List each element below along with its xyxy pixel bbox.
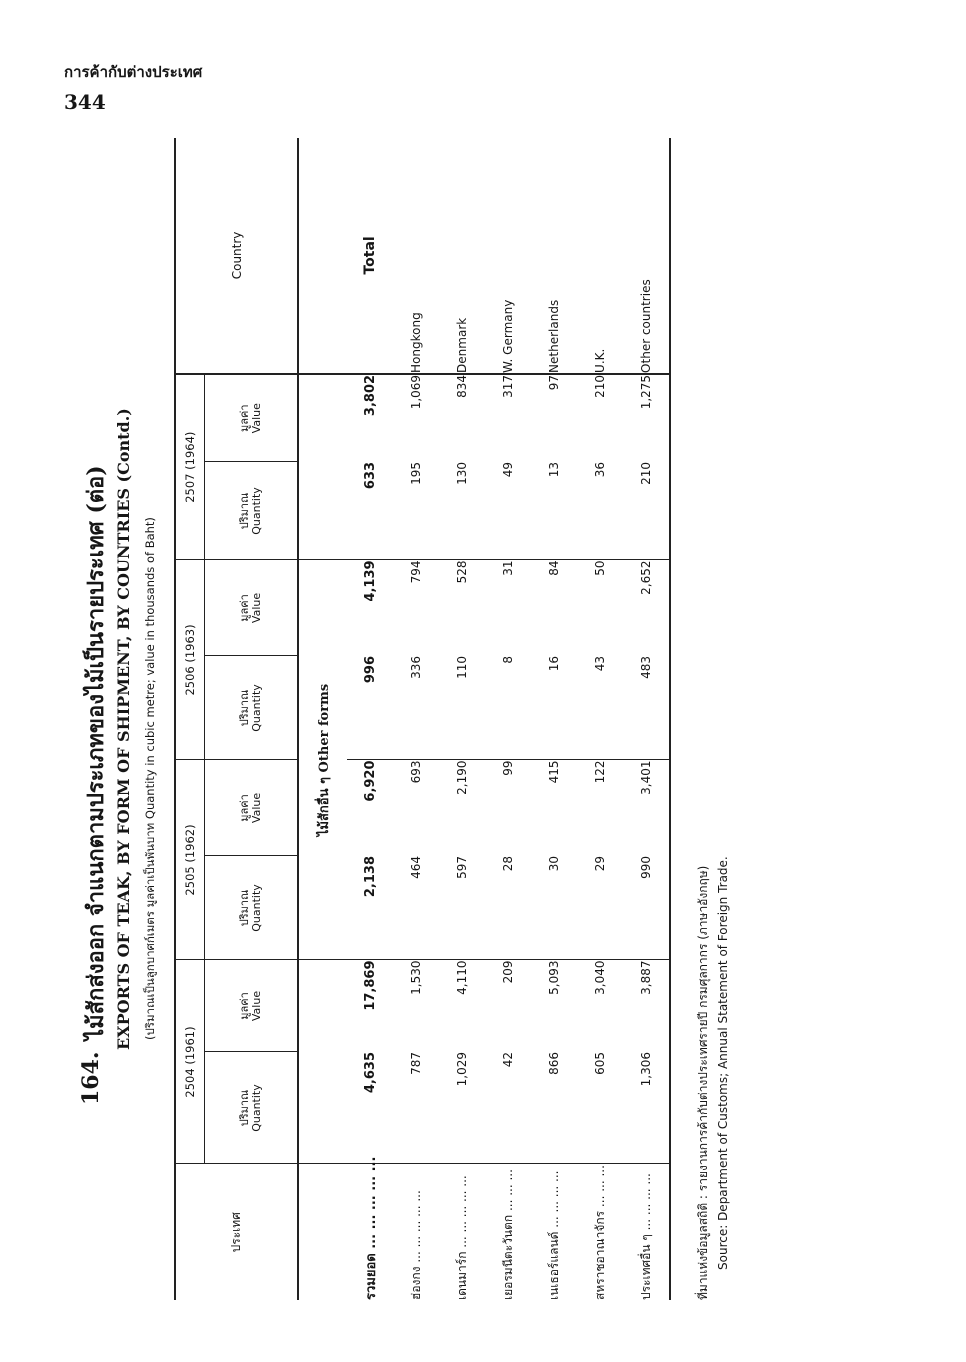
unit-note: (ปริมาณเป็นลูกบาศก์เมตร มูลค่าเป็นพันบาท Quantity in cubic metre; value in thousands of Baht)	[143, 517, 157, 1040]
quantity-header: ปริมาณ Quantity	[205, 656, 299, 760]
quantity-header: ปริมาณ Quantity	[205, 1052, 299, 1164]
row-label-thai: เนเธอร์แลนด์ ... ... ... ...	[546, 1170, 561, 1300]
cell-value: 6,920	[362, 760, 378, 802]
value-header: มูลค่า Value	[205, 960, 299, 1052]
cell-value: 110	[439, 656, 485, 760]
table-number: 164.	[78, 1051, 104, 1105]
cell-value: 2,190	[455, 760, 469, 795]
value-header: มูลค่า Value	[205, 760, 299, 856]
cell-value: 4,139	[362, 560, 378, 602]
cell-value: 49	[485, 462, 531, 560]
row-label-english: Total	[347, 138, 393, 374]
cell-value: 2,138	[347, 856, 393, 960]
cell-value: 8	[485, 656, 531, 760]
cell-value: 866	[531, 1052, 577, 1164]
cell-value: 29	[577, 856, 623, 960]
cell-value: 1,069	[409, 374, 423, 410]
cell-value: 210	[623, 462, 670, 560]
cell-value: 834	[455, 374, 469, 398]
row-label-english: W. Germany	[485, 138, 531, 374]
cell-value: 3,887	[639, 960, 653, 995]
cell-value: 4,110	[455, 960, 469, 995]
page-number: 344	[64, 90, 106, 114]
row-label-english: Other countries	[623, 138, 670, 374]
section-label-other-forms: ไม้สักอื่น ๆ Other forms	[298, 560, 347, 960]
table-content	[78, 138, 772, 1300]
cell-value: 84	[547, 560, 561, 576]
row-label-thai: ประเทศอื่น ๆ ... ... ... ...	[638, 1173, 653, 1300]
exports-table	[174, 138, 671, 1300]
year-header: 2504 (1961)	[175, 960, 205, 1164]
row-label-english: Netherlands	[531, 138, 577, 374]
cell-value: 597	[439, 856, 485, 960]
cell-value: 195	[393, 462, 439, 560]
row-label-thai: ฮ่องกง ... ... ... ... ...	[408, 1190, 423, 1300]
row-label-thai: เดนมาร์ก ... ... ... ... ...	[454, 1175, 469, 1300]
cell-value: 30	[531, 856, 577, 960]
table-title-english: EXPORTS OF TEAK, BY FORM OF SHIPMENT, BY COUNTRIES (Contd.)	[114, 408, 133, 1050]
cell-value: 28	[485, 856, 531, 960]
value-header: มูลค่า Value	[205, 560, 299, 656]
row-label-thai: เยอรมนีตะวันตก ... ... ...	[500, 1169, 515, 1300]
table-title	[78, 138, 112, 1300]
cell-value: 16	[531, 656, 577, 760]
running-header: การค้ากับต่างประเทศ	[64, 63, 203, 81]
cell-value: 1,530	[409, 960, 423, 995]
cell-value: 633	[347, 462, 393, 560]
cell-value: 605	[577, 1052, 623, 1164]
source-note-english: Source: Department of Customs; Annual Statement of Foreign Trade.	[716, 856, 730, 1270]
cell-value: 693	[409, 760, 423, 784]
cell-value: 97	[547, 374, 561, 391]
cell-value: 464	[393, 856, 439, 960]
cell-value: 336	[393, 656, 439, 760]
row-label-english: Denmark	[439, 138, 485, 374]
row-label-english: Hongkong	[393, 138, 439, 374]
cell-value: 528	[455, 560, 469, 584]
table-row	[623, 138, 670, 1300]
cell-value: 4,635	[347, 1052, 393, 1164]
year-header: 2507 (1964)	[175, 374, 205, 560]
table-row	[531, 138, 577, 1300]
cell-value: 794	[409, 560, 423, 584]
source-note-thai: ที่มาแห่งข้อมูลสถิติ : รายงานการค้ากับต่างประเทศรายปี กรมศุลกากร (ภาษาอังกฤษ)	[696, 865, 710, 1300]
cell-value: 1,275	[639, 374, 653, 410]
cell-value: 99	[501, 760, 515, 776]
value-header: มูลค่า Value	[205, 374, 299, 462]
table-title-thai: ไม้สักส่งออก จำแนกตามประเภทของไม้เป็นรายประเทศ (ต่อ)	[83, 465, 109, 1040]
cell-value: 43	[577, 656, 623, 760]
cell-value: 17,869	[362, 960, 378, 1011]
cell-value: 3,040	[593, 960, 607, 995]
cell-value: 787	[393, 1052, 439, 1164]
cell-value: 415	[547, 760, 561, 784]
row-label-thai: รวมยอด ... ... ... ... ...	[363, 1156, 379, 1300]
cell-value: 3,401	[639, 760, 653, 795]
table-row	[439, 138, 485, 1300]
cell-value: 317	[501, 374, 515, 398]
row-label-english: U.K.	[577, 138, 623, 374]
rotated-table-sheet	[78, 138, 772, 1300]
cell-value: 210	[593, 374, 607, 398]
cell-value: 42	[485, 1052, 531, 1164]
cell-value: 13	[531, 462, 577, 560]
cell-value: 483	[623, 656, 670, 760]
cell-value: 990	[623, 856, 670, 960]
cell-value: 209	[501, 960, 515, 984]
column-header-country-english: Country	[175, 138, 298, 374]
year-header: 2505 (1962)	[175, 760, 205, 960]
cell-value: 2,652	[639, 560, 653, 595]
cell-value: 996	[347, 656, 393, 760]
cell-value: 31	[501, 560, 515, 576]
cell-value: 50	[593, 560, 607, 576]
column-header-country-thai: ประเทศ	[229, 1212, 243, 1253]
table-row	[393, 138, 439, 1300]
cell-value: 122	[593, 760, 607, 784]
cell-value: 3,802	[362, 374, 378, 417]
cell-value: 1,306	[623, 1052, 670, 1164]
cell-value: 130	[439, 462, 485, 560]
quantity-header: ปริมาณ Quantity	[205, 856, 299, 960]
cell-value: 1,029	[439, 1052, 485, 1164]
table-row-total	[347, 138, 393, 1300]
row-label-thai: สหราชอาณาจักร ... ... ...	[592, 1165, 607, 1300]
cell-value: 5,093	[547, 960, 561, 995]
cell-value: 36	[577, 462, 623, 560]
table-row	[577, 138, 623, 1300]
year-header: 2506 (1963)	[175, 560, 205, 760]
quantity-header: ปริมาณ Quantity	[205, 462, 299, 560]
table-row	[485, 138, 531, 1300]
